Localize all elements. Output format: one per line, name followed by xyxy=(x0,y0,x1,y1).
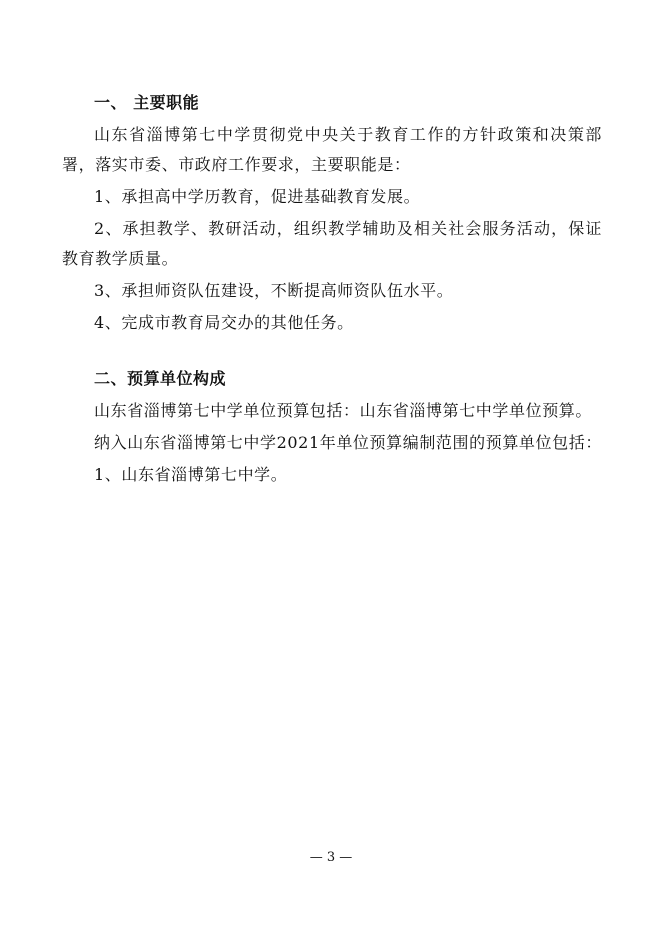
paragraph-budget-unit-1: 1、山东省淄博第七中学。 xyxy=(94,465,288,484)
paragraph-function-3: 3、承担师资队伍建设，不断提高师资队伍水平。 xyxy=(94,281,454,300)
section-heading-main-functions: 一、 主要职能 xyxy=(94,93,200,112)
paragraph-function-1: 1、承担高中学历教育，促进基础教育发展。 xyxy=(94,187,421,206)
paragraph-budget-includes: 山东省淄博第七中学单位预算包括：山东省淄博第七中学单位预算。 xyxy=(94,401,593,420)
page-content xyxy=(62,88,602,492)
page-number: — 3 — xyxy=(309,850,353,865)
paragraph-intro: 山东省淄博第七中学贯彻党中央关于教育工作的方针政策和决策部署，落实市委、市政府工作要求，主要职能是： xyxy=(62,125,602,174)
paragraph-function-4: 4、完成市教育局交办的其他任务。 xyxy=(94,313,354,332)
paragraph-function-2: 2、承担教学、教研活动，组织教学辅助及相关社会服务活动，保证教育教学质量。 xyxy=(62,219,602,268)
paragraph-budget-scope: 纳入山东省淄博第七中学2021年单位预算编制范围的预算单位包括： xyxy=(94,433,602,452)
section-heading-budget-units: 二、预算单位构成 xyxy=(94,369,227,388)
